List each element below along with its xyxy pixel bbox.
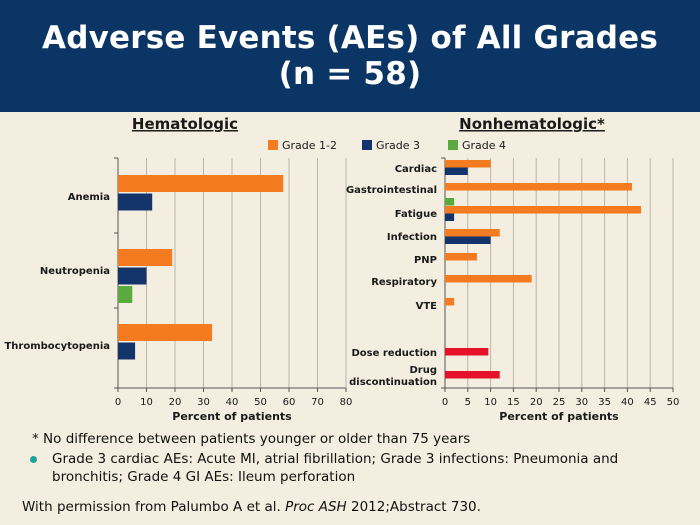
tick-label: 10 [140,397,153,408]
notes [22,430,682,516]
bar-anemia-grade-3 [118,194,152,211]
category-label-gastrointestinal: Gastrointestinal [345,185,437,196]
x-axis-title: Percent of patients [172,410,292,423]
bar-cardiac-grade-3 [445,168,468,176]
bar-drug-discontinuation-value [445,371,500,379]
tick-label: 50 [666,397,680,408]
x-axis-title: Percent of patients [499,410,619,423]
tick-label: 30 [575,397,589,408]
category-label-neutropenia: Neutropenia [39,266,110,277]
bullet-dot [30,456,37,463]
tick-label: 40 [225,397,239,408]
slide-title [0,0,700,112]
hematologic-panel-title: Hematologic [131,115,239,133]
source-prefix: With permission from Palumbo A et al. [22,499,286,515]
legend [268,139,506,152]
bar-thrombocytopenia-grade-3 [118,343,135,360]
bar-fatigue-grade-3 [445,214,454,222]
source-suffix: 2012;Abstract 730. [346,499,481,515]
bar-fatigue-grade-1-2 [445,206,641,214]
category-label-dose-reduction: Dose reduction [351,348,437,359]
bar-gastrointestinal-grade-1-2 [445,183,632,191]
category-label-thrombocytopenia: Thrombocytopenia [4,341,110,352]
tick-label: 30 [197,397,210,408]
bar-thrombocytopenia-grade-1-2 [118,324,212,341]
tick-label: 0 [441,397,449,408]
category-label-cardiac: Cardiac [394,164,437,175]
category-label-drug-discontinuation: discontinuation [349,377,437,388]
title-line-2: (n = 58) [278,56,422,92]
tick-label: 5 [464,397,471,408]
hematologic-chart [4,158,352,423]
category-label-respiratory: Respiratory [371,277,437,288]
tick-label: 40 [621,397,634,408]
tick-label: 50 [254,397,267,408]
bar-anemia-grade-1-2 [118,175,283,192]
bar-neutropenia-grade-4 [118,286,132,303]
category-label-drug-discontinuation: Drug [409,365,437,376]
legend-swatch-grade-3 [362,140,372,150]
nonhematologic-chart [346,158,679,423]
bullet-text: Grade 3 cardiac AEs: Acute MI, atrial fibrillation; Grade 3 infections: Pneumonia and bronchitis; Grade 4 GI AEs: Ileum perforation [52,451,619,485]
bar-pnp-grade-1-2 [445,253,477,261]
footnote: * No difference between patients younger or older than 75 years [32,431,471,447]
tick-label: 45 [643,397,657,408]
charts-area [0,112,700,430]
tick-label: 10 [484,397,497,408]
category-label-vte: VTE [415,301,437,312]
tick-label: 70 [311,397,324,408]
category-label-infection: Infection [386,232,437,243]
bar-neutropenia-grade-3 [118,268,147,285]
tick-label: 25 [552,397,566,408]
tick-label: 20 [168,397,182,408]
legend-label-grade-4: Grade 4 [462,139,507,152]
legend-label-grade-1-2: Grade 1-2 [282,139,337,152]
bar-cardiac-grade-1-2 [445,160,491,168]
bar-neutropenia-grade-1-2 [118,249,172,266]
source-journal: Proc ASH [285,499,347,515]
tick-label: 35 [598,397,611,408]
tick-label: 20 [529,397,543,408]
nonhematologic-panel-title: Nonhematologic* [459,115,605,133]
tick-label: 80 [339,397,353,408]
tick-label: 15 [507,397,520,408]
bullet-note [22,450,682,486]
category-label-fatigue: Fatigue [394,209,437,220]
title-line-1: Adverse Events (AEs) of All Grades [42,20,658,56]
legend-swatch-grade-4 [448,140,458,150]
tick-label: 60 [282,397,296,408]
bar-infection-grade-1-2 [445,229,500,237]
bar-infection-grade-3 [445,237,491,245]
source-citation [22,498,682,516]
bar-gastrointestinal-grade-4 [445,198,454,206]
tick-label: 0 [114,397,122,408]
bar-vte-grade-1-2 [445,298,454,306]
category-label-pnp: PNP [413,255,437,266]
legend-label-grade-3: Grade 3 [376,139,421,152]
bar-dose-reduction-value [445,348,488,356]
legend-swatch-grade-1-2 [268,140,278,150]
category-label-anemia: Anemia [67,192,110,203]
bar-respiratory-grade-1-2 [445,275,532,283]
